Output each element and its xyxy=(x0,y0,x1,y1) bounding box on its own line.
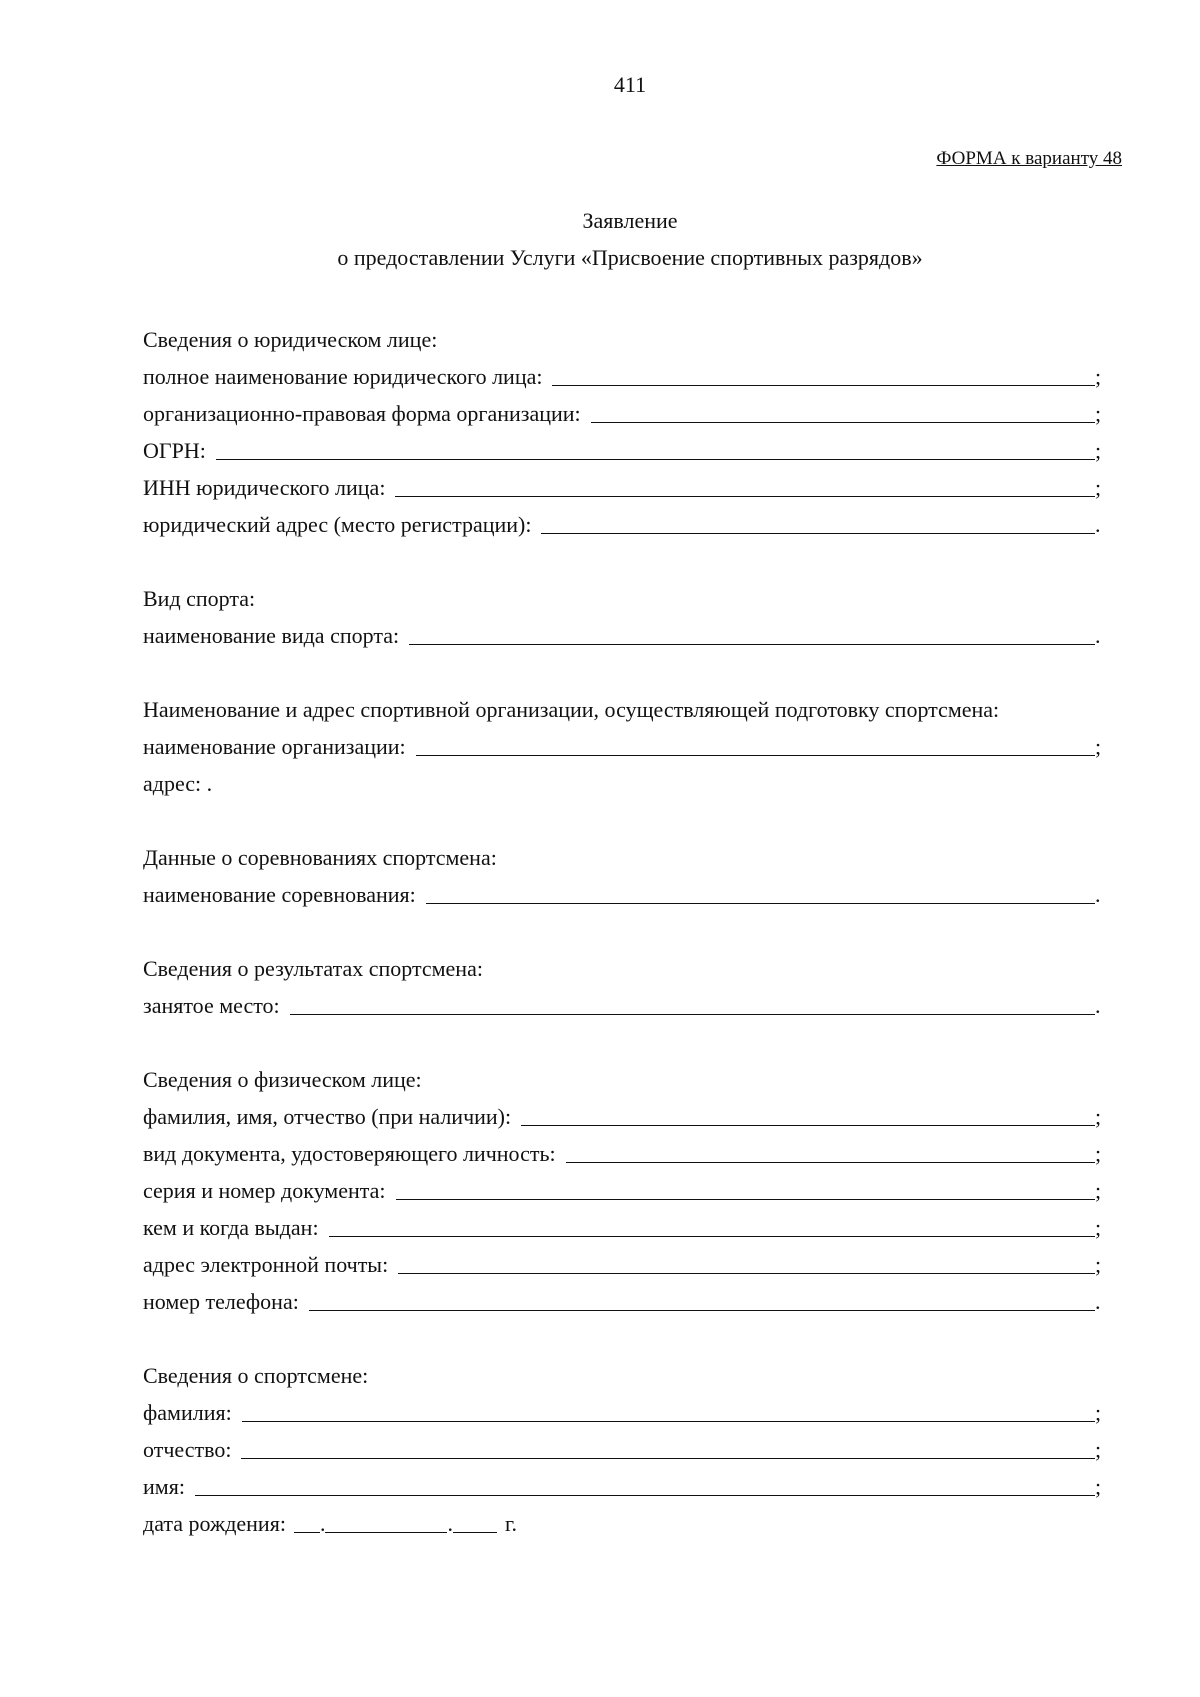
fill-line[interactable] xyxy=(409,643,1095,645)
field-ogrn[interactable]: ОГРН: ; xyxy=(143,438,1102,463)
field-email[interactable]: адрес электронной почты: ; xyxy=(143,1252,1102,1277)
field-label: адрес: . xyxy=(143,771,213,796)
section-heading-individual: Сведения о физическом лице: xyxy=(143,1067,422,1092)
field-birth-date[interactable]: дата рождения: . . г. xyxy=(143,1511,517,1536)
field-athlete-patronymic[interactable]: отчество: ; xyxy=(143,1437,1102,1462)
section-heading-results: Сведения о результатах спортсмена: xyxy=(143,956,483,981)
fill-line[interactable] xyxy=(195,1494,1095,1496)
month-fill[interactable] xyxy=(325,1531,447,1533)
field-legal-full-name[interactable]: полное наименование юридического лица: ; xyxy=(143,364,1102,389)
field-legal-address[interactable]: юридический адрес (место регистрации): . xyxy=(143,512,1101,537)
field-doc-type[interactable]: вид документа, удостоверяющего личность: ; xyxy=(143,1141,1102,1166)
year-fill[interactable] xyxy=(453,1531,497,1533)
field-legal-org-form[interactable]: организационно-правовая форма организации: ; xyxy=(143,401,1102,426)
field-organization-address xyxy=(143,760,1103,797)
field-organization-name[interactable]: наименование организации: ; xyxy=(143,734,1102,759)
field-athlete-name[interactable]: имя: ; xyxy=(143,1474,1102,1499)
document-subtitle: о предоставлении Услуги «Присвоение спортивных разрядов» xyxy=(337,245,923,270)
field-phone[interactable]: номер телефона: . xyxy=(143,1289,1101,1314)
field-label: фамилия, имя, отчество (при наличии): xyxy=(143,1104,512,1129)
field-label: адрес электронной почты: xyxy=(143,1252,389,1277)
fill-line[interactable] xyxy=(416,754,1095,756)
field-label: ОГРН: xyxy=(143,438,206,463)
day-fill[interactable] xyxy=(294,1531,320,1533)
field-label: юридический адрес (место регистрации): xyxy=(143,512,532,537)
fill-line[interactable] xyxy=(591,421,1095,423)
fill-line[interactable] xyxy=(398,1272,1095,1274)
field-label: полное наименование юридического лица: xyxy=(143,364,543,389)
field-label: наименование вида спорта: xyxy=(143,623,400,648)
field-label: кем и когда выдан: xyxy=(143,1215,319,1240)
fill-line[interactable] xyxy=(241,1457,1095,1459)
spacer xyxy=(143,649,1103,686)
fill-line[interactable] xyxy=(290,1013,1095,1015)
field-inn[interactable]: ИНН юридического лица: ; xyxy=(143,475,1102,500)
fill-line[interactable] xyxy=(552,384,1095,386)
spacer xyxy=(143,1019,1103,1056)
section-heading-legal-entity: Сведения о юридическом лице: xyxy=(143,327,438,352)
section-heading-organization: Наименование и адрес спортивной организации, осуществляющей подготовку спортсмена: xyxy=(143,697,1000,722)
field-doc-number[interactable]: серия и номер документа: ; xyxy=(143,1178,1102,1203)
fill-line[interactable] xyxy=(566,1161,1095,1163)
field-sport-name[interactable]: наименование вида спорта: . xyxy=(143,623,1101,648)
field-label: имя: xyxy=(143,1474,185,1499)
field-label: номер телефона: xyxy=(143,1289,299,1314)
field-label: фамилия: xyxy=(143,1400,232,1425)
spacer xyxy=(143,1315,1103,1352)
fill-line[interactable] xyxy=(242,1420,1095,1422)
fill-line[interactable] xyxy=(396,1198,1095,1200)
document-title: Заявление xyxy=(582,208,678,233)
field-place[interactable]: занятое место: . xyxy=(143,993,1101,1018)
field-competition-name[interactable]: наименование соревнования: . xyxy=(143,882,1101,907)
form-body xyxy=(143,316,1103,1537)
field-label: дата рождения: xyxy=(143,1511,286,1536)
fill-line[interactable] xyxy=(541,532,1095,534)
spacer xyxy=(143,908,1103,945)
fill-line[interactable] xyxy=(329,1235,1095,1237)
fill-line[interactable] xyxy=(426,902,1095,904)
field-label: вид документа, удостоверяющего личность: xyxy=(143,1141,556,1166)
field-label: отчество: xyxy=(143,1437,232,1462)
fill-line[interactable] xyxy=(521,1124,1095,1126)
field-label: занятое место: xyxy=(143,993,280,1018)
field-issued-by[interactable]: кем и когда выдан: ; xyxy=(143,1215,1102,1240)
field-label: серия и номер документа: xyxy=(143,1178,386,1203)
spacer xyxy=(143,538,1103,575)
field-athlete-surname[interactable]: фамилия: ; xyxy=(143,1400,1102,1425)
fill-line[interactable] xyxy=(395,495,1095,497)
fill-line[interactable] xyxy=(216,458,1095,460)
section-heading-competitions: Данные о соревнованиях спортсмена: xyxy=(143,845,497,870)
field-label: наименование соревнования: xyxy=(143,882,416,907)
form-reference: ФОРМА к варианту 48 xyxy=(936,148,1122,169)
fill-line[interactable] xyxy=(309,1309,1095,1311)
field-label: ИНН юридического лица: xyxy=(143,475,386,500)
field-label: наименование организации: xyxy=(143,734,406,759)
spacer xyxy=(143,797,1103,834)
page-number: 411 xyxy=(613,72,647,97)
field-label: организационно-правовая форма организации: xyxy=(143,401,581,426)
field-individual-full-name[interactable]: фамилия, имя, отчество (при наличии): ; xyxy=(143,1104,1102,1129)
section-heading-athlete: Сведения о спортсмене: xyxy=(143,1363,369,1388)
section-heading-sport: Вид спорта: xyxy=(143,586,256,611)
